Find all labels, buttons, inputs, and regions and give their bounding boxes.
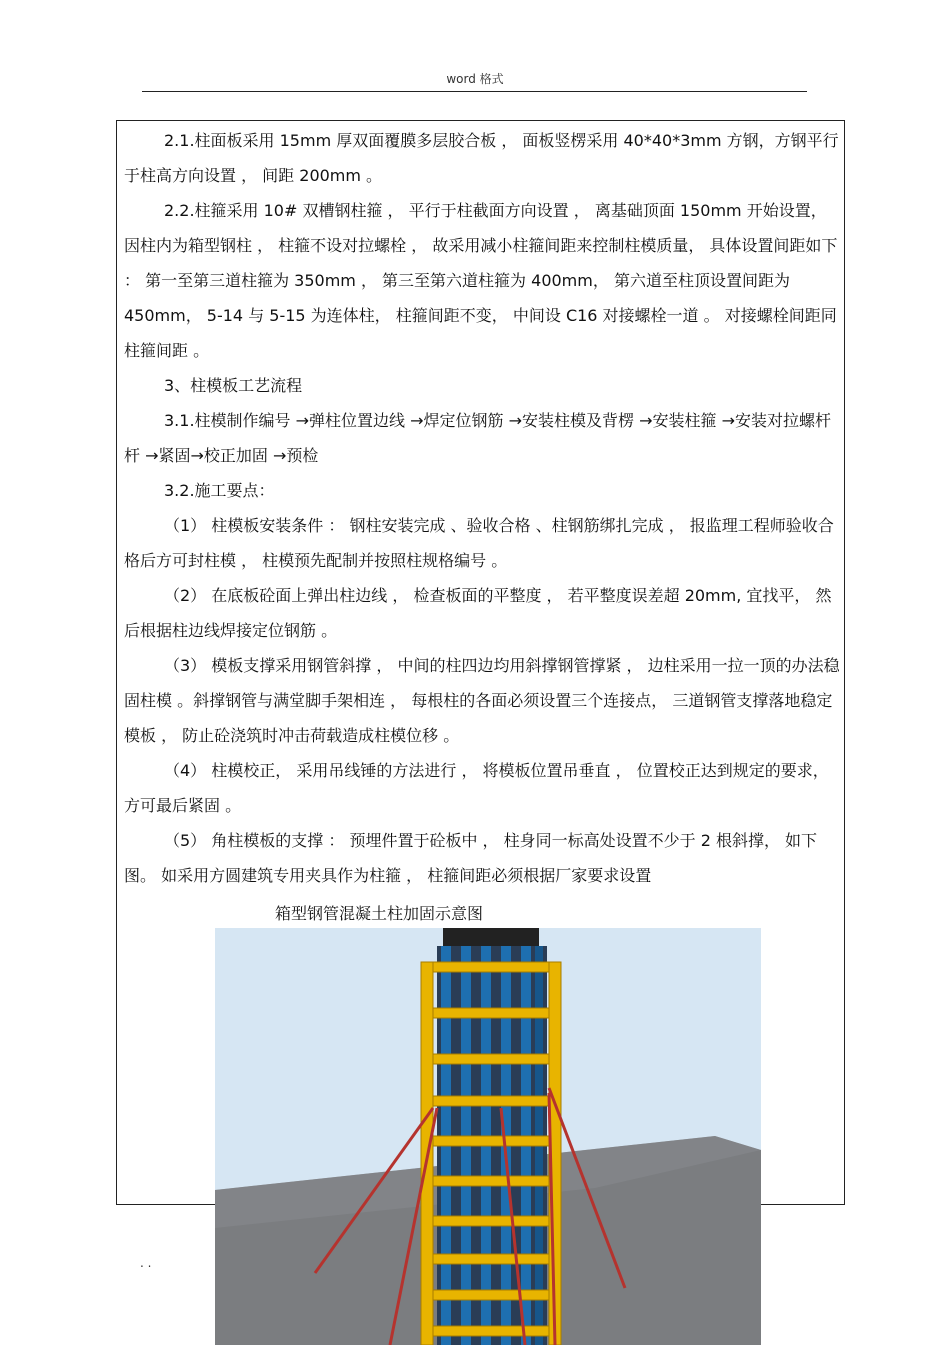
point-5: （5） 角柱模板的支撑 ： 预埋件置于砼板中 ， 柱身同一标高处设置不少于 2 根斜撑， 如下图。 如采用方圆建筑专用夹具作为柱箍 ， 柱箍间距必须根据厂家要求设置 xyxy=(124,831,818,885)
point-1: （1） 柱模板安装条件 ： 钢柱安装完成 、验收合格 、柱钢筋绑扎完成 ， 报监理工程师验收合格后方可封柱模 ， 柱模预先配制并按照柱规格编号 。 xyxy=(124,516,834,570)
point-3: （3） 模板支撑采用钢管斜撑 ， 中间的柱四边均用斜撑钢管撑紧 ， 边柱采用一拉一顶的办法稳固柱模 。斜撑钢管与满堂脚手架相连 ， 每根柱的各面必须设置三个连接点， 三道钢管支撑落地稳定模板 ， 防止砼浇筑时冲击荷载造成柱模位移 。 xyxy=(124,656,840,745)
column-formwork-figure xyxy=(215,928,761,1345)
column-formwork-illustration xyxy=(215,928,761,1345)
figure-caption: 箱型钢管混凝土柱加固示意图 xyxy=(275,904,484,923)
paragraph-2-1: 2.1.柱面板采用 15mm 厚双面覆膜多层胶合板 ， 面板竖楞采用 40*40*3mm 方钢，方钢平行于柱高方向设置 ， 间距 200mm 。 xyxy=(124,131,839,185)
point-4: （4） 柱模校正， 采用吊线锤的方法进行 ， 将模板位置吊垂直 ， 位置校正达到规定的要求， 方可最后紧固 。 xyxy=(124,761,829,815)
paragraph-2-2: 2.2.柱箍采用 10# 双槽钢柱箍 ， 平行于柱截面方向设置 ， 离基础顶面 150mm 开始设置， 因柱内为箱型钢柱 ， 柱箍不设对拉螺栓 ， 故采用减小柱箍间距来控制柱模质量， 具体设置间距如下 ： 第一至第三道柱箍为 350mm ， 第三至第六道柱箍为 400mm， 第六道至柱顶设置间距为 450mm， 5-14 与 5-15 为连体柱， 柱箍间距不变， 中间设 C16 对接螺栓一道 。 对接螺栓间距同柱箍间距 。 xyxy=(124,201,838,360)
footer-marks: . . xyxy=(140,1256,152,1270)
paragraph-3-2: 3.2.施工要点： xyxy=(164,481,275,500)
section-heading-3: 3、柱模板工艺流程 xyxy=(164,376,303,395)
paragraph-3-1: 3.1.柱模制作编号 →弹柱位置边线 →焊定位钢筋 →安装柱模及背楞 →安装柱箍 →安装对拉螺杆杆 →紧固→校正加固 →预检 xyxy=(124,411,831,465)
page-header: word 格式 xyxy=(446,72,504,86)
point-2: （2） 在底板砼面上弹出柱边线 ， 检查板面的平整度 ， 若平整度误差超 20mm, 宜找平， 然后根据柱边线焊接定位钢筋 。 xyxy=(124,586,832,640)
header-rule xyxy=(142,91,807,92)
